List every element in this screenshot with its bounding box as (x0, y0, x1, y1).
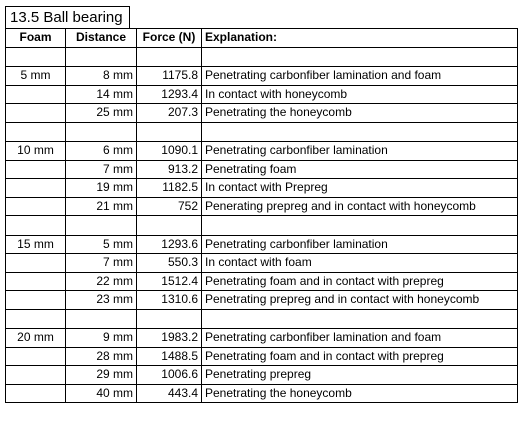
foam-cell (6, 384, 66, 403)
table-row (6, 329, 518, 348)
distance-cell: 8 mm (66, 67, 137, 86)
header-force: Force (N) (137, 29, 202, 48)
empty-cell (6, 309, 66, 329)
spacer-row (6, 309, 518, 329)
explanation-cell: Penetrating the honeycomb (202, 384, 518, 403)
force-cell: 1182.5 (137, 179, 202, 198)
table-row (6, 366, 518, 385)
force-cell: 1006.6 (137, 366, 202, 385)
force-cell: 550.3 (137, 254, 202, 273)
table-row (6, 197, 518, 216)
explanation-cell: In contact with foam (202, 254, 518, 273)
empty-cell (6, 122, 66, 142)
distance-cell: 28 mm (66, 347, 137, 366)
spacer-row (6, 216, 518, 236)
distance-cell: 19 mm (66, 179, 137, 198)
foam-cell (6, 179, 66, 198)
table-row (6, 254, 518, 273)
foam-cell: 15 mm (6, 235, 66, 254)
explanation-cell: Penetrating foam (202, 160, 518, 179)
force-cell: 913.2 (137, 160, 202, 179)
explanation-cell: Penetrating carbonfiber lamination (202, 142, 518, 161)
distance-cell: 7 mm (66, 160, 137, 179)
header-distance: Distance (66, 29, 137, 48)
table-row (6, 291, 518, 310)
header-explanation: Explanation: (202, 29, 518, 48)
explanation-cell: Penetrating carbonfiber lamination (202, 235, 518, 254)
distance-cell: 6 mm (66, 142, 137, 161)
force-cell: 1175.8 (137, 67, 202, 86)
distance-cell: 40 mm (66, 384, 137, 403)
empty-cell (202, 47, 518, 67)
foam-cell (6, 272, 66, 291)
header-foam: Foam (6, 29, 66, 48)
empty-cell (202, 309, 518, 329)
distance-cell: 21 mm (66, 197, 137, 216)
spacer-row (6, 47, 518, 67)
foam-cell (6, 366, 66, 385)
force-cell: 207.3 (137, 104, 202, 123)
foam-cell (6, 347, 66, 366)
foam-cell (6, 197, 66, 216)
force-cell: 1512.4 (137, 272, 202, 291)
table-row (6, 67, 518, 86)
explanation-cell: Penetrating prepreg and in contact with honeycomb (202, 291, 518, 310)
empty-cell (137, 309, 202, 329)
table-row (6, 85, 518, 104)
ball-bearing-table (5, 28, 518, 403)
foam-cell (6, 160, 66, 179)
empty-cell (202, 122, 518, 142)
force-cell: 1310.6 (137, 291, 202, 310)
table-row (6, 179, 518, 198)
empty-cell (66, 47, 137, 67)
spacer-row (6, 122, 518, 142)
explanation-cell: Penerating prepreg and in contact with honeycomb (202, 197, 518, 216)
force-cell: 1488.5 (137, 347, 202, 366)
empty-cell (137, 122, 202, 142)
empty-cell (137, 216, 202, 236)
empty-cell (66, 309, 137, 329)
distance-cell: 14 mm (66, 85, 137, 104)
foam-cell: 5 mm (6, 67, 66, 86)
explanation-cell: Penetrating foam and in contact with prepreg (202, 347, 518, 366)
empty-cell (137, 47, 202, 67)
force-cell: 752 (137, 197, 202, 216)
empty-cell (6, 216, 66, 236)
explanation-cell: Penetrating prepreg (202, 366, 518, 385)
explanation-cell: Penetrating foam and in contact with prepreg (202, 272, 518, 291)
table-row (6, 235, 518, 254)
table-title: 13.5 Ball bearing (5, 6, 130, 28)
distance-cell: 22 mm (66, 272, 137, 291)
distance-cell: 7 mm (66, 254, 137, 273)
foam-cell: 20 mm (6, 329, 66, 348)
foam-cell (6, 104, 66, 123)
table-row (6, 104, 518, 123)
force-cell: 1983.2 (137, 329, 202, 348)
foam-cell (6, 291, 66, 310)
force-cell: 1293.4 (137, 85, 202, 104)
empty-cell (202, 216, 518, 236)
table-row (6, 347, 518, 366)
distance-cell: 25 mm (66, 104, 137, 123)
header-row (6, 29, 518, 48)
table-row (6, 272, 518, 291)
distance-cell: 9 mm (66, 329, 137, 348)
foam-cell (6, 85, 66, 104)
distance-cell: 23 mm (66, 291, 137, 310)
table-row (6, 142, 518, 161)
table-row (6, 160, 518, 179)
foam-cell (6, 254, 66, 273)
explanation-cell: Penetrating carbonfiber lamination and foam (202, 67, 518, 86)
explanation-cell: In contact with honeycomb (202, 85, 518, 104)
explanation-cell: Penetrating carbonfiber lamination and foam (202, 329, 518, 348)
distance-cell: 29 mm (66, 366, 137, 385)
force-cell: 443.4 (137, 384, 202, 403)
empty-cell (66, 216, 137, 236)
explanation-cell: In contact with Prepreg (202, 179, 518, 198)
distance-cell: 5 mm (66, 235, 137, 254)
empty-cell (6, 47, 66, 67)
foam-cell: 10 mm (6, 142, 66, 161)
explanation-cell: Penetrating the honeycomb (202, 104, 518, 123)
empty-cell (66, 122, 137, 142)
table-row (6, 384, 518, 403)
force-cell: 1090.1 (137, 142, 202, 161)
force-cell: 1293.6 (137, 235, 202, 254)
